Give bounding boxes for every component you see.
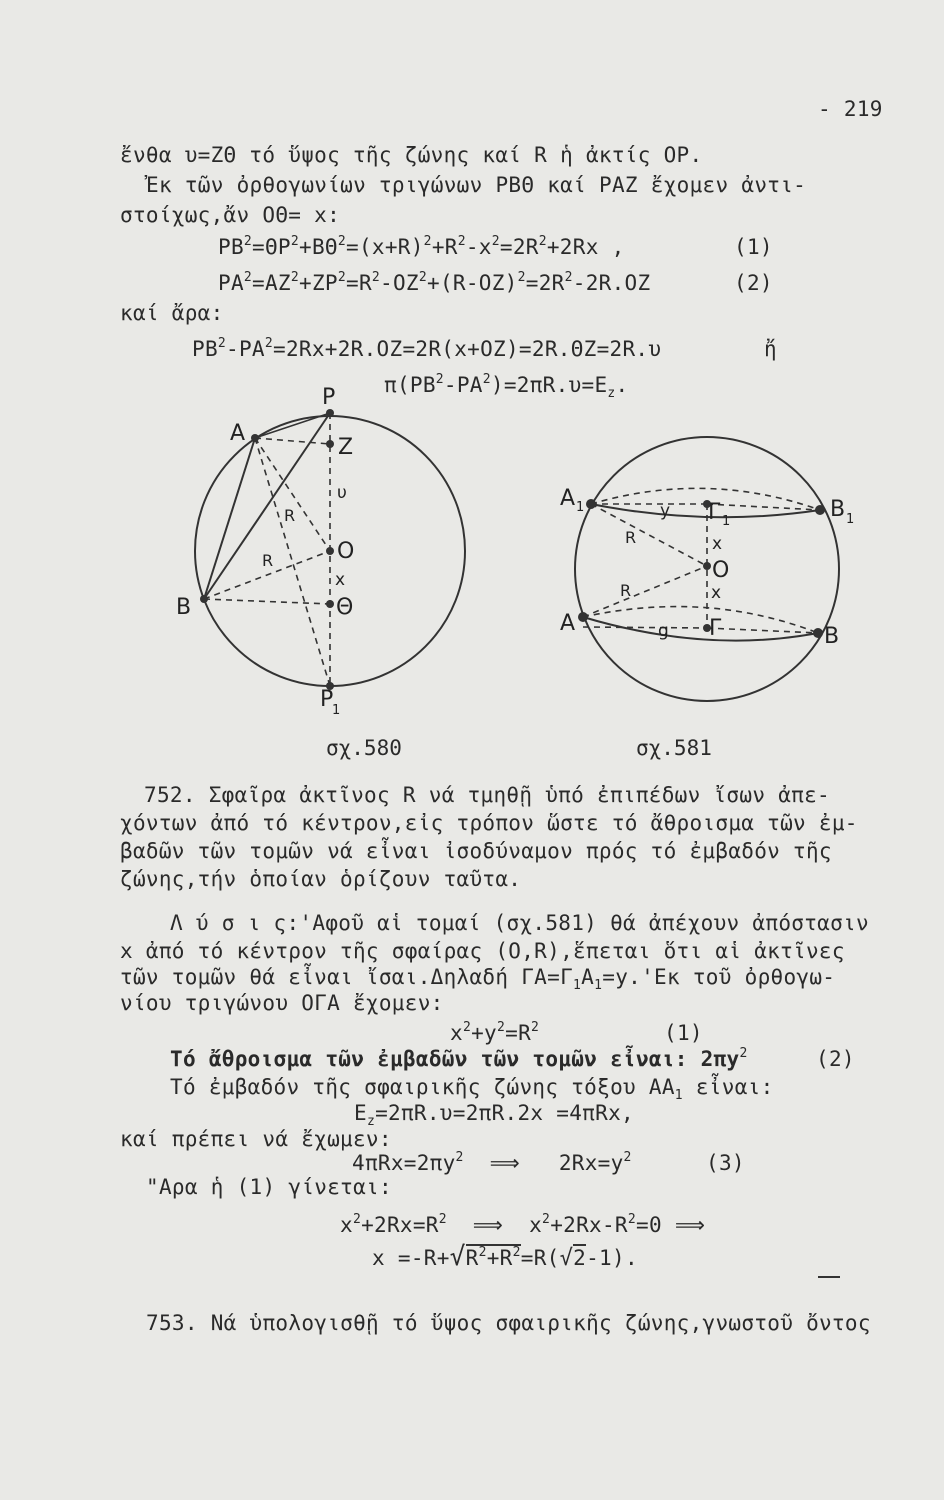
label-P: P — [322, 385, 336, 410]
solution-eq-4: $x^2+2Rx=R^2$ ⟹ $x^2+2Rx-R^2=0$ ⟹ — [340, 1212, 706, 1237]
solution-line: Λ ύ σ ι ς:'Αφοῦ αἱ τομαί (σχ.581) θά ἀπέχουν ἀπόστασιν — [170, 911, 869, 935]
label-O: O — [337, 539, 355, 564]
label-G1-sub: 1 — [722, 514, 731, 529]
equation-number: (3) — [706, 1151, 745, 1175]
label-A1-sub: 1 — [576, 500, 585, 515]
label-Theta: Θ — [336, 595, 354, 620]
label-g: g — [658, 621, 669, 641]
label-B1-sub: 1 — [846, 512, 855, 527]
point-O — [703, 562, 711, 570]
radius-OA — [583, 566, 707, 617]
label-A1: A — [560, 486, 576, 511]
label-R: R — [620, 581, 632, 600]
caption-580: σχ.580 — [326, 736, 402, 760]
solution-eq-1: $x^2+y^2=R^2$ — [450, 1020, 540, 1045]
end-mark — [818, 1276, 840, 1278]
label-B1: B — [830, 497, 846, 522]
point-B — [813, 628, 823, 638]
label-x: x — [712, 534, 723, 554]
problem-752-line: βαδῶν τῶν τομῶν νά εἶναι ἰσοδύναμον πρός τό ἐμβαδόν τῆς — [120, 839, 832, 863]
solution-line: τῶν τομῶν θά εἶναι ἴσαι.Δηλαδή $\Gamma A=\Gamma_1A_1=y.'E\kappa$ τοῦ ὀρθογω- — [120, 965, 836, 993]
text-line: ἔνθα υ=ΖΘ τό ὕψος τῆς ζώνης καί R ἡ ἀκτίς ΟΡ. — [120, 143, 703, 167]
label-R: R — [284, 506, 296, 525]
equation-2: $PA^2=AZ^2+ZP^2=R^2-OZ^2+(R-OZ)^2=2R^2-2R.OZ$ — [218, 270, 651, 295]
problem-752-line: χόντων ἀπό τό κέντρον,εἰς τρόπον ὥστε τό ἄθροισμα τῶν ἐμ- — [120, 811, 858, 835]
label-y: y — [660, 501, 671, 521]
solution-line: "Αρα ἡ (1) γίνεται: — [146, 1175, 392, 1199]
text-line: στοίχως,ἄν ΟΘ= x: — [120, 203, 341, 227]
problem-752-line: 752. Σφαῖρα ἀκτῖνος R νά τμηθῇ ὑπό ἐπιπέδων ἴσων ἀπε- — [144, 783, 830, 807]
equation-number: (2) — [816, 1047, 855, 1071]
problem-753-line: 753. Νά ὑπολογισθῇ τό ὕψος σφαιρικῆς ζώνης,γνωστοῦ ὄντος — [146, 1311, 871, 1335]
label-R: R — [262, 551, 274, 570]
label-v: υ — [337, 483, 347, 503]
label-B: B — [176, 595, 192, 620]
label-P1-sub: 1 — [332, 703, 341, 718]
point-A — [578, 612, 588, 622]
label-A: A — [560, 611, 576, 636]
solution-line: Τό ἐμβαδόν τῆς σφαιρικῆς ζώνης τόξου $AA_1$ εἶναι: — [170, 1075, 774, 1103]
solution-line: καί πρέπει νά ἔχωμεν: — [120, 1127, 392, 1151]
label-x: x — [711, 583, 722, 603]
equation-number: (2) — [734, 271, 773, 295]
solution-line: Τό ἄθροισμα τῶν ἐμβαδῶν τῶν τομῶν εἶναι: $2\pi y^2$ — [170, 1046, 748, 1071]
page-number: - 219 — [818, 97, 883, 121]
equation-1: $PB^2=\Theta P^2+B\Theta^2=(x+R)^2+R^2-x^2=2R^2+2Rx$ , — [218, 234, 625, 259]
equation-number: (1) — [664, 1021, 703, 1045]
label-G1: Γ — [708, 500, 721, 525]
label-G: Γ — [709, 616, 722, 641]
label-x: x — [335, 570, 346, 590]
label-Z: Z — [338, 435, 354, 460]
lower-diameter — [707, 628, 818, 633]
solution-eq-2: $E_z=2\pi R.\upsilon=2\pi R.2x =4\pi Rx$, — [354, 1101, 634, 1129]
lower-section-back — [583, 607, 818, 633]
label-A: A — [230, 421, 246, 446]
equation-4: $\pi(PB^2-PA^2)=2\pi R.\upsilon=E_z$. — [384, 372, 629, 401]
solution-line: x ἀπό τό κέντρον τῆς σφαίρας (Ο,R),ἕπεται ὅτι αἱ ἀκτῖνες — [120, 939, 845, 963]
point-A1 — [586, 499, 596, 509]
label-R: R — [625, 528, 637, 547]
equation-number: (1) — [734, 235, 773, 259]
text-or: ἤ — [764, 337, 777, 361]
text-line: καί ἄρα: — [120, 301, 224, 325]
text-line: Ἐκ τῶν ὀρθογωνίων τριγώνων ΡΒΘ καί ΡΑΖ ἔχομεν ἀντι- — [146, 173, 807, 197]
label-P1: P — [320, 687, 334, 712]
solution-line: νίου τριγώνου ΟΓΑ ἔχομεν: — [120, 991, 444, 1015]
label-O: O — [712, 558, 730, 583]
caption-581: σχ.581 — [636, 736, 712, 760]
equation-3: $PB^2-PA^2=2Rx+2R.OZ=2R(x+OZ)=2R.\Theta Z=2R.\upsilon$ — [192, 336, 662, 361]
solution-eq-3: $4\pi Rx=2\pi y^2$ ⟹ $2Rx=y^2$ — [352, 1150, 632, 1175]
radius-g-lower — [583, 627, 707, 628]
solution-eq-5: $x =-R+√R^2+R^2=R(√2-1)$. — [372, 1242, 638, 1272]
point-B1 — [815, 505, 825, 515]
problem-752-line: ζώνης,τήν ὁποίαν ὁρίζουν ταῦτα. — [120, 867, 522, 891]
label-B: B — [824, 624, 840, 649]
upper-diameter — [707, 504, 820, 510]
